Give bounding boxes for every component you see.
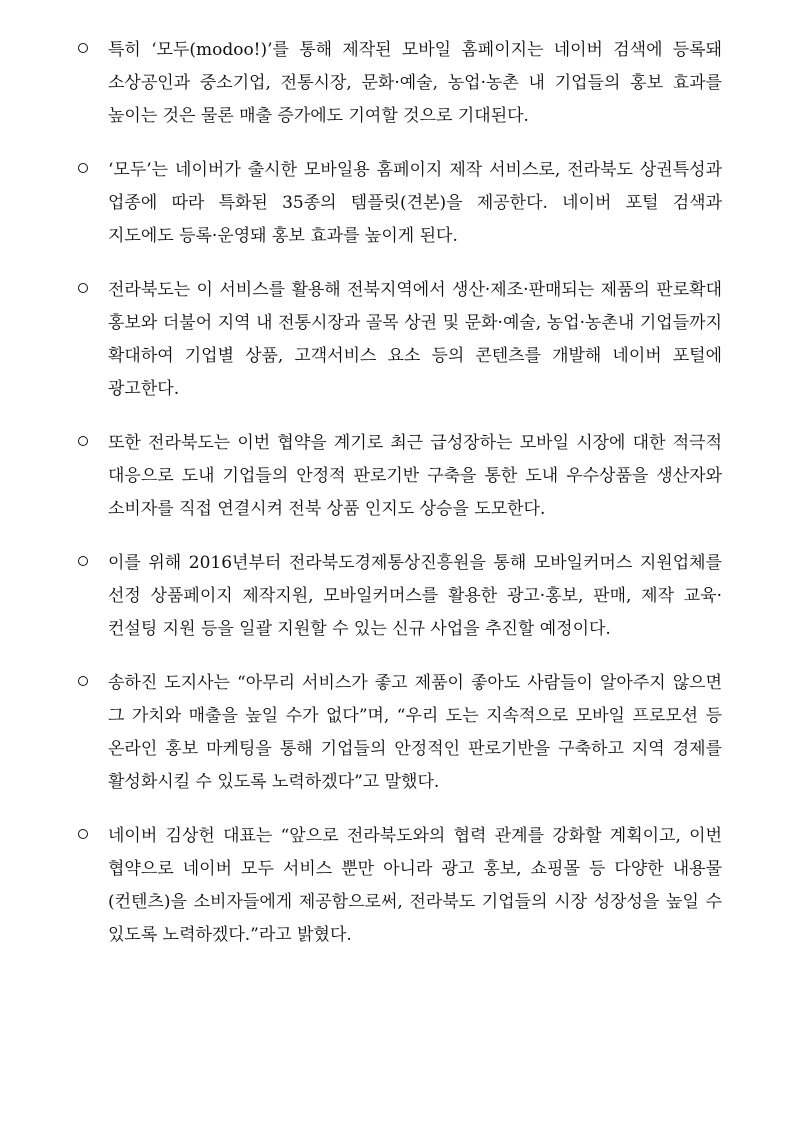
circle-bullet-icon: [78, 829, 88, 839]
circle-bullet-icon: [78, 163, 88, 173]
paragraph-item: [78, 820, 722, 952]
paragraph-text: 전라북도는 이 서비스를 활용해 전북지역에서 생산·제조·판매되는 제품의 판로확대 홍보와 더불어 지역 내 전통시장과 골목 상권 및 문화·예술, 농업·농촌내 기업들까지 확대하여 기업별 상품, 고객서비스 요소 등의 콘텐츠를 개발해 네이버 포털에 광고한다.: [108, 280, 722, 399]
paragraph-text: 특히 ‘모두(modoo!)’를 통해 제작된 모바일 홈페이지는 네이버 검색에 등록돼 소상공인과 중소기업, 전통시장, 문화·예술, 농업·농촌 내 기업들의 홍보 효과를 높이는 것은 물론 매출 증가에도 기여할 것으로 기대된다.: [108, 40, 722, 126]
circle-bullet-icon: [78, 283, 88, 293]
paragraph-text: 이를 위해 2016년부터 전라북도경제통상진흥원을 통해 모바일커머스 지원업체를 선정 상품페이지 제작지원, 모바일커머스를 활용한 광고·홍보, 판매, 제작 교육· 컨설팅 지원 등을 일괄 지원할 수 있는 신규 사업을 추진할 예정이다.: [108, 553, 722, 639]
circle-bullet-icon: [78, 43, 88, 53]
circle-bullet-icon: [78, 556, 88, 566]
circle-bullet-icon: [78, 436, 88, 446]
paragraph-text: 또한 전라북도는 이번 협약을 계기로 최근 급성장하는 모바일 시장에 대한 적극적 대응으로 도내 기업들의 안정적 판로기반 구축을 통한 도내 우수상품을 생산자와 소비자를 직접 연결시켜 전북 상품 인지도 상승을 도모한다.: [108, 433, 722, 519]
paragraph-item: [78, 547, 722, 646]
paragraph-text: 송하진 도지사는 “아무리 서비스가 좋고 제품이 좋아도 사람들이 알아주지 않으면 그 가치와 매출을 높일 수가 없다”며, “우리 도는 지속적으로 모바일 프로모션 등 온라인 홍보 마케팅을 통해 기업들의 안정적인 판로기반을 구축하고 지역 경제를 활성화시킬 수 있도록 노력하겠다”고 말했다.: [108, 673, 722, 792]
paragraph-list: [78, 34, 722, 973]
paragraph-text: 네이버 김상헌 대표는 “앞으로 전라북도와의 협력 관계를 강화할 계획이고, 이번 협약으로 네이버 모두 서비스 뿐만 아니라 광고 홍보, 쇼핑몰 등 다양한 내용물(컨텐츠)을 소비자들에게 제공함으로써, 전라북도 기업들의 시장 성장성을 높일 수 있도록 노력하겠다.”라고 밝혔다.: [108, 826, 722, 945]
paragraph-item: [78, 427, 722, 526]
paragraph-item: [78, 154, 722, 253]
paragraph-item: [78, 34, 722, 133]
paragraph-item: [78, 667, 722, 799]
circle-bullet-icon: [78, 676, 88, 686]
paragraph-item: [78, 274, 722, 406]
paragraph-text: ‘모두’는 네이버가 출시한 모바일용 홈페이지 제작 서비스로, 전라북도 상권특성과 업종에 따라 특화된 35종의 템플릿(견본)을 제공한다. 네이버 포털 검색과 지도에도 등록·운영돼 홍보 효과를 높이게 된다.: [108, 160, 722, 246]
